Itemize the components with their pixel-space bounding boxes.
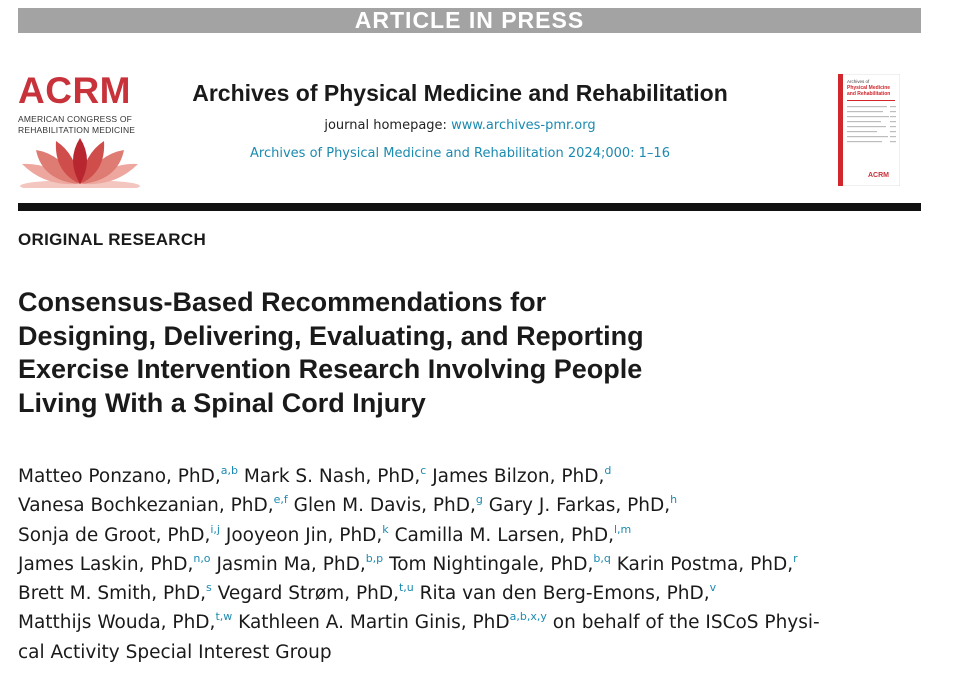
- affiliation-link[interactable]: t,w: [215, 610, 233, 624]
- affiliation-link[interactable]: i,j: [210, 522, 220, 536]
- acrm-logo[interactable]: [18, 72, 143, 187]
- author-name: Sonja de Groot, PhD,: [18, 524, 211, 546]
- affiliation-link[interactable]: r: [793, 551, 798, 565]
- author-line: [18, 491, 820, 520]
- acrm-logo-subtitle-line2: REHABILITATION MEDICINE: [18, 125, 136, 135]
- lotus-icon: [18, 138, 143, 188]
- author-line: [18, 550, 820, 579]
- author-name: Gary J. Farkas, PhD,: [488, 495, 671, 517]
- affiliation-link[interactable]: g: [475, 493, 483, 507]
- affiliation-link[interactable]: c: [420, 464, 427, 477]
- cover-logo: ACRM: [868, 172, 889, 179]
- author-name: Vanesa Bochkezanian, PhD,: [18, 495, 274, 517]
- affiliation-link[interactable]: s: [206, 581, 212, 595]
- author-name: Tom Nightingale, PhD,: [389, 553, 594, 575]
- affiliation-link[interactable]: a,b: [220, 464, 239, 477]
- affiliation-link[interactable]: v: [709, 581, 717, 595]
- acrm-logo-wordmark: ACRM: [18, 70, 131, 111]
- author-name: Glen M. Davis, PhD,: [293, 495, 476, 517]
- affiliation-link[interactable]: e,f: [273, 493, 288, 507]
- journal-homepage-link[interactable]: www.archives-pmr.org: [451, 118, 596, 133]
- author-line: [18, 462, 820, 491]
- affiliation-link[interactable]: h: [670, 493, 678, 507]
- article-title-line: Consensus-Based Recommendations for: [18, 287, 547, 317]
- author-line: [18, 638, 820, 667]
- article-title: [18, 286, 644, 420]
- author-name: Karin Postma, PhD,: [616, 553, 794, 575]
- affiliation-link[interactable]: d: [604, 464, 612, 477]
- author-name: Brett M. Smith, PhD,: [18, 583, 207, 605]
- author-name: James Laskin, PhD,: [18, 553, 194, 575]
- cover-title-line3: and Rehabilitation: [847, 91, 891, 97]
- journal-cover-thumbnail[interactable]: [838, 74, 900, 186]
- author-name: Rita van den Berg-Emons, PhD,: [419, 583, 710, 605]
- journal-homepage-label: journal homepage:: [324, 118, 452, 133]
- author-name: James Bilzon, PhD,: [432, 466, 605, 487]
- affiliation-link[interactable]: b,q: [593, 551, 611, 565]
- author-name: Kathleen A. Martin Ginis, PhD: [238, 612, 510, 634]
- article-title-line: Living With a Spinal Cord Injury: [18, 387, 426, 418]
- article-in-press-banner: ARTICLE IN PRESS: [18, 8, 921, 33]
- author-name: Mark S. Nash, PhD,: [243, 466, 421, 487]
- affiliation-link[interactable]: l,m: [613, 522, 632, 536]
- affiliation-link[interactable]: n,o: [193, 551, 211, 565]
- acrm-logo-subtitle: [18, 114, 135, 136]
- author-name: Camilla M. Larsen, PhD,: [394, 524, 614, 546]
- journal-citation[interactable]: Archives of Physical Medicine and Rehabilitation 2024;000: 1–16: [250, 146, 670, 161]
- author-line: [18, 521, 820, 550]
- authors-tail: cal Activity Special Interest Group: [18, 641, 332, 663]
- author-name: Jooyeon Jin, PhD,: [225, 524, 383, 546]
- affiliation-link[interactable]: t,u: [398, 581, 414, 595]
- section-label: ORIGINAL RESEARCH: [18, 230, 207, 249]
- author-line: [18, 608, 820, 637]
- author-name: Jasmin Ma, PhD,: [216, 553, 366, 575]
- affiliation-link[interactable]: b,p: [365, 551, 384, 565]
- authors-tail: on behalf of the ISCoS Physi-: [552, 612, 820, 634]
- journal-title: Archives of Physical Medicine and Rehabilitation: [192, 80, 728, 106]
- author-name: Vegard Strøm, PhD,: [217, 583, 399, 605]
- article-title-line: Designing, Delivering, Evaluating, and Reporting: [18, 320, 644, 351]
- cover-title-line2: Physical Medicine: [847, 85, 891, 91]
- affiliation-link[interactable]: k: [382, 522, 389, 536]
- author-name: Matteo Ponzano, PhD,: [18, 466, 221, 487]
- author-line: [18, 579, 820, 608]
- article-title-line: Exercise Intervention Research Involving People: [18, 354, 643, 384]
- cover-title-line1: Archives of: [847, 79, 870, 84]
- author-name: Matthijs Wouda, PhD,: [18, 612, 216, 634]
- acrm-logo-subtitle-line1: AMERICAN CONGRESS OF: [18, 114, 133, 124]
- journal-homepage: [140, 118, 780, 133]
- header-divider: [18, 203, 921, 211]
- author-list: [18, 462, 820, 667]
- affiliation-link[interactable]: a,b,x,y: [509, 610, 547, 624]
